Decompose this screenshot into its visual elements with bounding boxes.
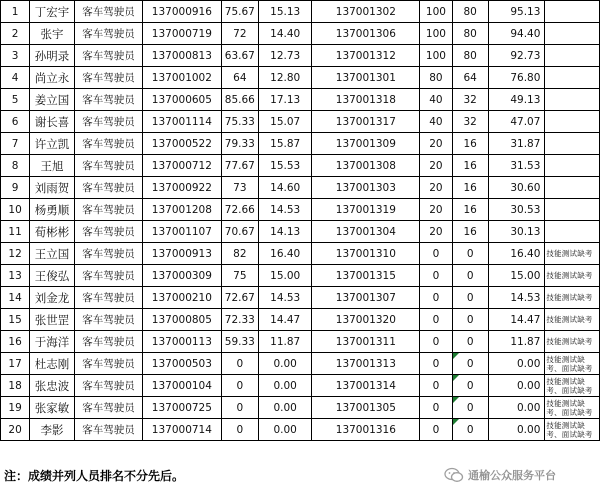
cell-comment-marker bbox=[453, 375, 459, 381]
table-row bbox=[1, 221, 600, 243]
position-cell: 客车驾驶员 bbox=[74, 375, 142, 397]
written-score-cell: 85.66 bbox=[221, 89, 258, 111]
name-cell: 许立凯 bbox=[30, 133, 75, 155]
exam-id-cell: 137000113 bbox=[143, 331, 222, 353]
name-cell: 刘金龙 bbox=[30, 287, 75, 309]
table-row bbox=[1, 177, 600, 199]
row-number: 8 bbox=[1, 155, 30, 177]
watermark-text: 通榆公众服务平台 bbox=[468, 469, 556, 482]
table-row bbox=[1, 89, 600, 111]
position-cell: 客车驾驶员 bbox=[74, 287, 142, 309]
exam-id-cell: 137000805 bbox=[143, 309, 222, 331]
total-score-cell: 16.40 bbox=[488, 243, 545, 265]
written-score-cell: 72.67 bbox=[221, 287, 258, 309]
position-cell: 客车驾驶员 bbox=[74, 243, 142, 265]
row-number: 9 bbox=[1, 177, 30, 199]
weighted-skill-cell: 16 bbox=[452, 199, 488, 221]
skill-score-cell: 0 bbox=[420, 265, 452, 287]
exam-id-cell: 137001002 bbox=[143, 67, 222, 89]
name-cell: 丁宏宇 bbox=[30, 1, 75, 23]
weighted-written-cell: 12.80 bbox=[259, 67, 312, 89]
skill-id-cell: 137001303 bbox=[312, 177, 420, 199]
written-score-cell: 64 bbox=[221, 67, 258, 89]
written-score-cell: 77.67 bbox=[221, 155, 258, 177]
name-cell: 尚立永 bbox=[30, 67, 75, 89]
written-score-cell: 79.33 bbox=[221, 133, 258, 155]
row-number: 10 bbox=[1, 199, 30, 221]
skill-id-cell: 137001308 bbox=[312, 155, 420, 177]
name-cell: 姜立国 bbox=[30, 89, 75, 111]
total-score-cell: 14.53 bbox=[488, 287, 545, 309]
skill-score-cell: 100 bbox=[420, 23, 452, 45]
total-score-cell: 95.13 bbox=[488, 1, 545, 23]
name-cell: 荀彬彬 bbox=[30, 221, 75, 243]
exam-id-cell: 137000503 bbox=[143, 353, 222, 375]
skill-score-cell: 0 bbox=[420, 419, 452, 441]
row-number: 15 bbox=[1, 309, 30, 331]
weighted-skill-cell: 0 bbox=[452, 353, 488, 375]
total-score-cell: 76.80 bbox=[488, 67, 545, 89]
weighted-written-cell: 17.13 bbox=[259, 89, 312, 111]
weighted-skill-cell: 32 bbox=[452, 89, 488, 111]
total-score-cell: 0.00 bbox=[488, 353, 545, 375]
weighted-written-cell: 15.53 bbox=[259, 155, 312, 177]
weighted-skill-cell: 80 bbox=[452, 1, 488, 23]
weighted-written-cell: 15.00 bbox=[259, 265, 312, 287]
cell-comment-marker bbox=[453, 419, 459, 425]
skill-score-cell: 100 bbox=[420, 1, 452, 23]
weighted-written-cell: 15.07 bbox=[259, 111, 312, 133]
position-cell: 客车驾驶员 bbox=[74, 221, 142, 243]
note-cell: 技能测试缺考 bbox=[545, 309, 600, 331]
weighted-skill-cell: 80 bbox=[452, 23, 488, 45]
weighted-written-cell: 14.53 bbox=[259, 199, 312, 221]
name-cell: 谢长喜 bbox=[30, 111, 75, 133]
skill-score-cell: 0 bbox=[420, 353, 452, 375]
table-row bbox=[1, 67, 600, 89]
row-number: 18 bbox=[1, 375, 30, 397]
position-cell: 客车驾驶员 bbox=[74, 1, 142, 23]
exam-id-cell: 137001107 bbox=[143, 221, 222, 243]
total-score-cell: 30.13 bbox=[488, 221, 545, 243]
weighted-written-cell: 14.60 bbox=[259, 177, 312, 199]
table-row bbox=[1, 111, 600, 133]
position-cell: 客车驾驶员 bbox=[74, 133, 142, 155]
name-cell: 孙明录 bbox=[30, 45, 75, 67]
note-cell bbox=[545, 89, 600, 111]
skill-id-cell: 137001311 bbox=[312, 331, 420, 353]
row-number: 2 bbox=[1, 23, 30, 45]
table-row bbox=[1, 375, 600, 397]
weighted-skill-cell: 32 bbox=[452, 111, 488, 133]
written-score-cell: 72.33 bbox=[221, 309, 258, 331]
name-cell: 张世罡 bbox=[30, 309, 75, 331]
exam-id-cell: 137000719 bbox=[143, 23, 222, 45]
exam-id-cell: 137000712 bbox=[143, 155, 222, 177]
weighted-skill-cell: 0 bbox=[452, 331, 488, 353]
skill-score-cell: 0 bbox=[420, 331, 452, 353]
weighted-written-cell: 0.00 bbox=[259, 397, 312, 419]
name-cell: 于海洋 bbox=[30, 331, 75, 353]
total-score-cell: 0.00 bbox=[488, 397, 545, 419]
total-score-cell: 0.00 bbox=[488, 375, 545, 397]
row-number: 7 bbox=[1, 133, 30, 155]
exam-id-cell: 137000813 bbox=[143, 45, 222, 67]
cell-comment-marker bbox=[453, 397, 459, 403]
table-row bbox=[1, 287, 600, 309]
weighted-skill-cell: 0 bbox=[452, 243, 488, 265]
skill-id-cell: 137001301 bbox=[312, 67, 420, 89]
table-row bbox=[1, 199, 600, 221]
skill-score-cell: 100 bbox=[420, 45, 452, 67]
table-body bbox=[1, 1, 600, 441]
name-cell: 王旭 bbox=[30, 155, 75, 177]
skill-score-cell: 0 bbox=[420, 287, 452, 309]
table-row bbox=[1, 397, 600, 419]
weighted-skill-cell: 16 bbox=[452, 177, 488, 199]
total-score-cell: 47.07 bbox=[488, 111, 545, 133]
note-cell bbox=[545, 67, 600, 89]
note-cell: 技能测试缺考、面试缺考 bbox=[545, 375, 600, 397]
skill-score-cell: 80 bbox=[420, 67, 452, 89]
row-number: 13 bbox=[1, 265, 30, 287]
row-number: 5 bbox=[1, 89, 30, 111]
table-row bbox=[1, 419, 600, 441]
total-score-cell: 92.73 bbox=[488, 45, 545, 67]
skill-id-cell: 137001306 bbox=[312, 23, 420, 45]
table-row bbox=[1, 331, 600, 353]
weighted-written-cell: 14.13 bbox=[259, 221, 312, 243]
written-score-cell: 0 bbox=[221, 397, 258, 419]
table-row bbox=[1, 155, 600, 177]
skill-id-cell: 137001304 bbox=[312, 221, 420, 243]
written-score-cell: 75.67 bbox=[221, 1, 258, 23]
skill-score-cell: 20 bbox=[420, 199, 452, 221]
total-score-cell: 0.00 bbox=[488, 419, 545, 441]
total-score-cell: 94.40 bbox=[488, 23, 545, 45]
weighted-written-cell: 15.13 bbox=[259, 1, 312, 23]
position-cell: 客车驾驶员 bbox=[74, 23, 142, 45]
note-cell: 技能测试缺考、面试缺考 bbox=[545, 353, 600, 375]
skill-score-cell: 0 bbox=[420, 309, 452, 331]
weighted-skill-cell: 0 bbox=[452, 419, 488, 441]
total-score-cell: 14.47 bbox=[488, 309, 545, 331]
written-score-cell: 0 bbox=[221, 375, 258, 397]
skill-score-cell: 20 bbox=[420, 177, 452, 199]
skill-id-cell: 137001317 bbox=[312, 111, 420, 133]
skill-score-cell: 40 bbox=[420, 111, 452, 133]
exam-id-cell: 137000916 bbox=[143, 1, 222, 23]
total-score-cell: 11.87 bbox=[488, 331, 545, 353]
total-score-cell: 49.13 bbox=[488, 89, 545, 111]
table-row bbox=[1, 243, 600, 265]
name-cell: 王立国 bbox=[30, 243, 75, 265]
name-cell: 杜志刚 bbox=[30, 353, 75, 375]
skill-id-cell: 137001319 bbox=[312, 199, 420, 221]
written-score-cell: 82 bbox=[221, 243, 258, 265]
skill-id-cell: 137001310 bbox=[312, 243, 420, 265]
position-cell: 客车驾驶员 bbox=[74, 309, 142, 331]
note-cell bbox=[545, 1, 600, 23]
note-cell bbox=[545, 111, 600, 133]
weighted-written-cell: 14.47 bbox=[259, 309, 312, 331]
weighted-written-cell: 12.73 bbox=[259, 45, 312, 67]
written-score-cell: 73 bbox=[221, 177, 258, 199]
weighted-skill-cell: 80 bbox=[452, 45, 488, 67]
skill-id-cell: 137001312 bbox=[312, 45, 420, 67]
total-score-cell: 15.00 bbox=[488, 265, 545, 287]
written-score-cell: 75.33 bbox=[221, 111, 258, 133]
total-score-cell: 31.87 bbox=[488, 133, 545, 155]
skill-score-cell: 40 bbox=[420, 89, 452, 111]
weighted-written-cell: 15.87 bbox=[259, 133, 312, 155]
note-cell: 技能测试缺考、面试缺考 bbox=[545, 419, 600, 441]
written-score-cell: 72.66 bbox=[221, 199, 258, 221]
note-cell: 技能测试缺考、面试缺考 bbox=[545, 397, 600, 419]
written-score-cell: 0 bbox=[221, 419, 258, 441]
skill-id-cell: 137001315 bbox=[312, 265, 420, 287]
row-number: 19 bbox=[1, 397, 30, 419]
table-row bbox=[1, 133, 600, 155]
position-cell: 客车驾驶员 bbox=[74, 45, 142, 67]
exam-id-cell: 137001114 bbox=[143, 111, 222, 133]
position-cell: 客车驾驶员 bbox=[74, 111, 142, 133]
skill-score-cell: 0 bbox=[420, 243, 452, 265]
weighted-skill-cell: 0 bbox=[452, 265, 488, 287]
position-cell: 客车驾驶员 bbox=[74, 397, 142, 419]
weighted-written-cell: 14.53 bbox=[259, 287, 312, 309]
written-score-cell: 63.67 bbox=[221, 45, 258, 67]
name-cell: 张忠波 bbox=[30, 375, 75, 397]
skill-id-cell: 137001309 bbox=[312, 133, 420, 155]
cell-comment-marker bbox=[453, 353, 459, 359]
weighted-skill-cell: 16 bbox=[452, 133, 488, 155]
name-cell: 刘雨贺 bbox=[30, 177, 75, 199]
watermark bbox=[444, 464, 596, 486]
total-score-cell: 31.53 bbox=[488, 155, 545, 177]
row-number: 14 bbox=[1, 287, 30, 309]
row-number: 11 bbox=[1, 221, 30, 243]
row-number: 20 bbox=[1, 419, 30, 441]
position-cell: 客车驾驶员 bbox=[74, 199, 142, 221]
skill-id-cell: 137001320 bbox=[312, 309, 420, 331]
name-cell: 王俊弘 bbox=[30, 265, 75, 287]
note-cell bbox=[545, 177, 600, 199]
position-cell: 客车驾驶员 bbox=[74, 177, 142, 199]
footnote: 注：成绩并列人员排名不分先后。 bbox=[4, 469, 185, 483]
row-number: 1 bbox=[1, 1, 30, 23]
exam-id-cell: 137000104 bbox=[143, 375, 222, 397]
table-row bbox=[1, 1, 600, 23]
position-cell: 客车驾驶员 bbox=[74, 155, 142, 177]
skill-id-cell: 137001305 bbox=[312, 397, 420, 419]
table-row bbox=[1, 265, 600, 287]
skill-id-cell: 137001302 bbox=[312, 1, 420, 23]
note-cell bbox=[545, 133, 600, 155]
written-score-cell: 75 bbox=[221, 265, 258, 287]
weighted-skill-cell: 0 bbox=[452, 309, 488, 331]
position-cell: 客车驾驶员 bbox=[74, 67, 142, 89]
weighted-skill-cell: 0 bbox=[452, 287, 488, 309]
skill-score-cell: 0 bbox=[420, 375, 452, 397]
name-cell: 张宇 bbox=[30, 23, 75, 45]
position-cell: 客车驾驶员 bbox=[74, 419, 142, 441]
weighted-skill-cell: 0 bbox=[452, 375, 488, 397]
row-number: 16 bbox=[1, 331, 30, 353]
note-cell bbox=[545, 221, 600, 243]
skill-score-cell: 20 bbox=[420, 221, 452, 243]
exam-id-cell: 137000913 bbox=[143, 243, 222, 265]
weighted-written-cell: 0.00 bbox=[259, 375, 312, 397]
weighted-written-cell: 11.87 bbox=[259, 331, 312, 353]
note-cell: 技能测试缺考 bbox=[545, 287, 600, 309]
position-cell: 客车驾驶员 bbox=[74, 331, 142, 353]
total-score-cell: 30.53 bbox=[488, 199, 545, 221]
weighted-skill-cell: 64 bbox=[452, 67, 488, 89]
weighted-skill-cell: 0 bbox=[452, 397, 488, 419]
written-score-cell: 70.67 bbox=[221, 221, 258, 243]
skill-id-cell: 137001316 bbox=[312, 419, 420, 441]
table-row bbox=[1, 23, 600, 45]
position-cell: 客车驾驶员 bbox=[74, 353, 142, 375]
row-number: 3 bbox=[1, 45, 30, 67]
weighted-written-cell: 16.40 bbox=[259, 243, 312, 265]
note-cell bbox=[545, 45, 600, 67]
row-number: 6 bbox=[1, 111, 30, 133]
exam-id-cell: 137000605 bbox=[143, 89, 222, 111]
note-cell bbox=[545, 23, 600, 45]
skill-id-cell: 137001313 bbox=[312, 353, 420, 375]
weighted-written-cell: 0.00 bbox=[259, 419, 312, 441]
name-cell: 张家敏 bbox=[30, 397, 75, 419]
skill-score-cell: 20 bbox=[420, 155, 452, 177]
skill-score-cell: 0 bbox=[420, 397, 452, 419]
wechat-icon bbox=[444, 467, 464, 483]
note-cell bbox=[545, 199, 600, 221]
weighted-skill-cell: 16 bbox=[452, 221, 488, 243]
position-cell: 客车驾驶员 bbox=[74, 265, 142, 287]
name-cell: 杨勇顺 bbox=[30, 199, 75, 221]
note-cell: 技能测试缺考 bbox=[545, 243, 600, 265]
weighted-written-cell: 14.40 bbox=[259, 23, 312, 45]
weighted-skill-cell: 16 bbox=[452, 155, 488, 177]
weighted-written-cell: 0.00 bbox=[259, 353, 312, 375]
written-score-cell: 0 bbox=[221, 353, 258, 375]
position-cell: 客车驾驶员 bbox=[74, 89, 142, 111]
written-score-cell: 72 bbox=[221, 23, 258, 45]
row-number: 4 bbox=[1, 67, 30, 89]
exam-id-cell: 137000309 bbox=[143, 265, 222, 287]
skill-id-cell: 137001307 bbox=[312, 287, 420, 309]
skill-id-cell: 137001318 bbox=[312, 89, 420, 111]
exam-id-cell: 137000210 bbox=[143, 287, 222, 309]
row-number: 17 bbox=[1, 353, 30, 375]
total-score-cell: 30.60 bbox=[488, 177, 545, 199]
exam-id-cell: 137000725 bbox=[143, 397, 222, 419]
table-row bbox=[1, 309, 600, 331]
row-number: 12 bbox=[1, 243, 30, 265]
exam-id-cell: 137000522 bbox=[143, 133, 222, 155]
exam-id-cell: 137000922 bbox=[143, 177, 222, 199]
exam-id-cell: 137000714 bbox=[143, 419, 222, 441]
note-cell: 技能测试缺考 bbox=[545, 265, 600, 287]
note-cell: 技能测试缺考 bbox=[545, 331, 600, 353]
skill-id-cell: 137001314 bbox=[312, 375, 420, 397]
name-cell: 李影 bbox=[30, 419, 75, 441]
note-cell bbox=[545, 155, 600, 177]
table-row bbox=[1, 353, 600, 375]
written-score-cell: 59.33 bbox=[221, 331, 258, 353]
skill-score-cell: 20 bbox=[420, 133, 452, 155]
table-row bbox=[1, 45, 600, 67]
exam-id-cell: 137001208 bbox=[143, 199, 222, 221]
